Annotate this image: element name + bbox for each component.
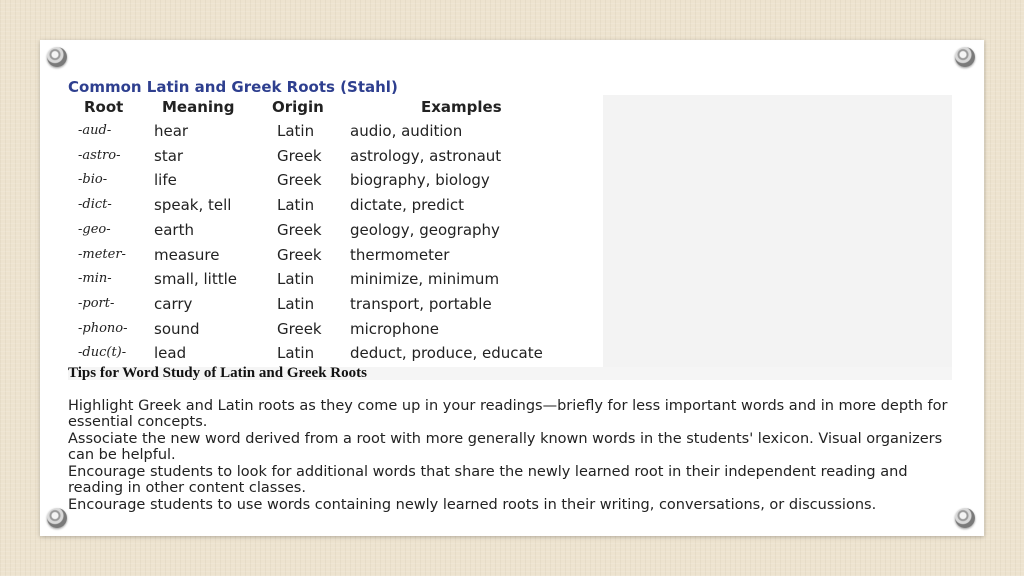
examples-cell: microphone [350, 320, 439, 338]
pushpin-top-right-icon [955, 47, 975, 67]
table-row [0, 246, 600, 270]
origin-cell: Greek [277, 246, 322, 264]
header-root: Root [84, 98, 124, 116]
root-cell: -aud- [78, 123, 112, 138]
meaning-cell: life [154, 171, 177, 189]
meaning-cell: earth [154, 221, 194, 239]
examples-cell: deduct, produce, educate [350, 344, 543, 362]
meaning-cell: measure [154, 246, 220, 264]
table-row [0, 270, 600, 294]
tip-item: Encourage students to look for additional words that share the newly learned root in their independent reading and reading in other content classes. [68, 464, 908, 496]
pushpin-bottom-right-icon [955, 508, 975, 528]
origin-cell: Greek [277, 221, 322, 239]
pushpin-top-left-icon [47, 47, 67, 67]
meaning-cell: small, little [154, 270, 237, 288]
table-title: Common Latin and Greek Roots (Stahl) [68, 78, 398, 96]
examples-cell: audio, audition [350, 122, 463, 140]
meaning-cell: star [154, 147, 184, 165]
header-origin: Origin [272, 98, 324, 116]
meaning-cell: speak, tell [154, 196, 232, 214]
origin-cell: Latin [277, 270, 315, 288]
root-cell: -min- [78, 271, 112, 286]
examples-cell: thermometer [350, 246, 450, 264]
examples-cell: dictate, predict [350, 196, 465, 214]
root-cell: -port- [78, 296, 115, 311]
origin-cell: Latin [277, 196, 315, 214]
tip-item: Highlight Greek and Latin roots as they come up in your readings—briefly for less important words and in more depth for essential concepts. [68, 398, 948, 430]
meaning-cell: lead [154, 344, 187, 362]
table-row [0, 320, 600, 344]
root-cell: -meter- [78, 247, 126, 262]
examples-cell: transport, portable [350, 295, 492, 313]
examples-cell: minimize, minimum [350, 270, 500, 288]
meaning-cell: carry [154, 295, 193, 313]
root-cell: -duc(t)- [78, 345, 127, 360]
table-row [0, 196, 600, 220]
table-row [0, 171, 600, 195]
origin-cell: Greek [277, 171, 322, 189]
origin-cell: Latin [277, 344, 315, 362]
tips-title: Tips for Word Study of Latin and Greek Roots [68, 365, 367, 381]
examples-cell: astrology, astronaut [350, 147, 502, 165]
meaning-cell: sound [154, 320, 200, 338]
table-row [0, 221, 600, 245]
meaning-cell: hear [154, 122, 189, 140]
root-cell: -astro- [78, 148, 121, 163]
origin-cell: Greek [277, 320, 322, 338]
root-cell: -geo- [78, 222, 111, 237]
header-meaning: Meaning [162, 98, 235, 116]
table-row [0, 147, 600, 171]
origin-cell: Latin [277, 295, 315, 313]
table-row [0, 295, 600, 319]
table-side-panel [603, 95, 952, 367]
pushpin-bottom-left-icon [47, 508, 67, 528]
tip-item: Associate the new word derived from a root with more generally known words in the students' lexicon. Visual organizers can be helpful. [68, 431, 943, 463]
origin-cell: Latin [277, 122, 315, 140]
root-cell: -bio- [78, 172, 108, 187]
root-cell: -dict- [78, 197, 112, 212]
tip-item: Encourage students to use words containing newly learned roots in their writing, conversations, or discussions. [68, 497, 877, 513]
table-row [0, 122, 600, 146]
header-examples: Examples [421, 98, 502, 116]
examples-cell: biography, biology [350, 171, 490, 189]
examples-cell: geology, geography [350, 221, 500, 239]
origin-cell: Greek [277, 147, 322, 165]
root-cell: -phono- [78, 321, 128, 336]
